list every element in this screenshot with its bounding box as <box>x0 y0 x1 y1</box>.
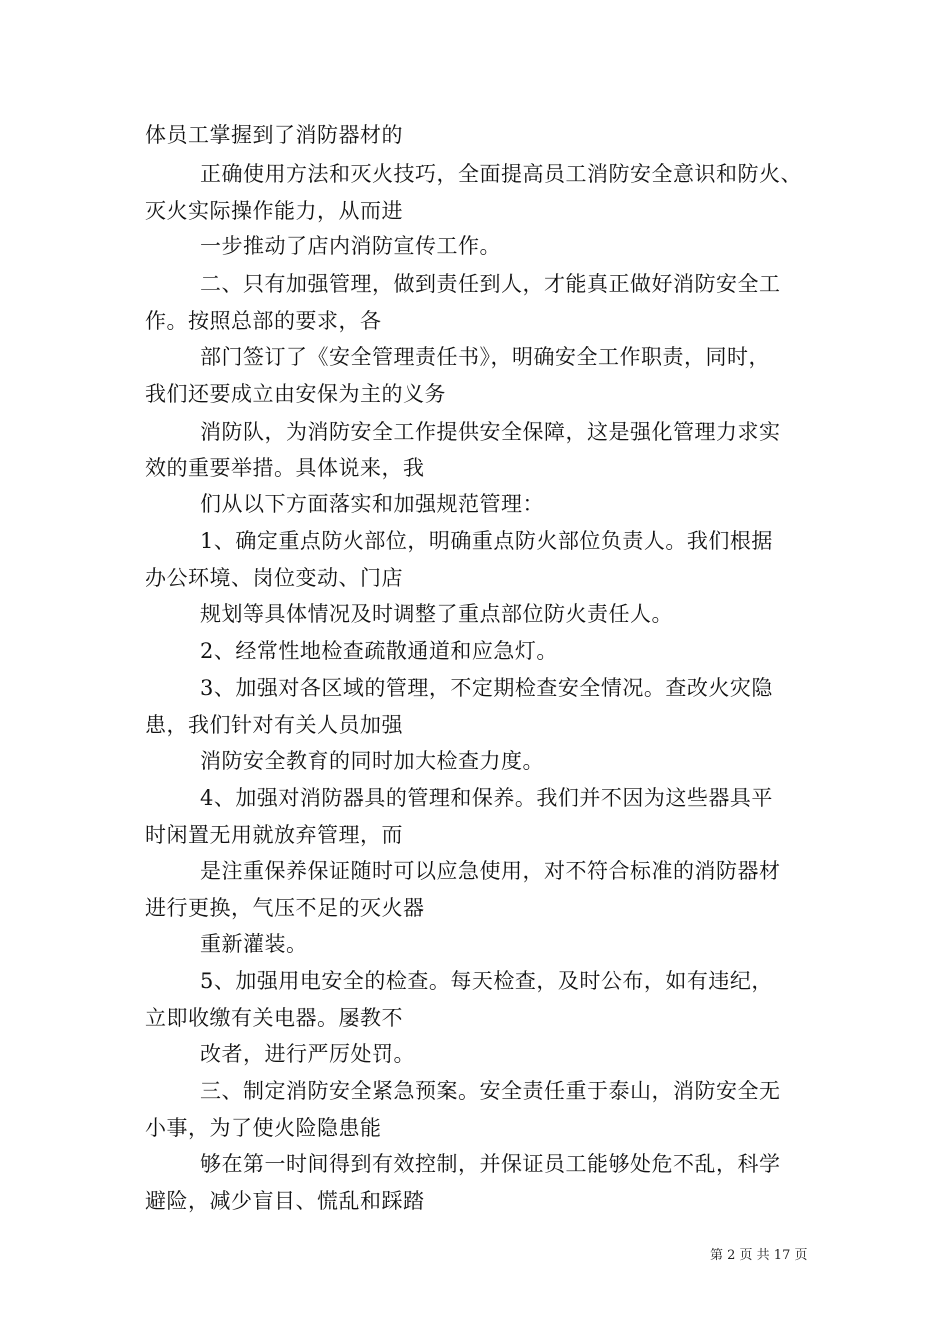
body-line-26: 改者，进行严厉处罚。 <box>200 1042 415 1066</box>
body-line-4: 一步推动了店内消防宣传工作。 <box>200 234 501 258</box>
body-line-17: 患，我们针对有关人员加强 <box>145 713 403 737</box>
body-line-8: 我们还要成立由安保为主的义务 <box>145 382 446 406</box>
body-line-5: 二、只有加强管理，做到责任到人，才能真正做好消防安全工 <box>200 272 781 296</box>
body-line-14: 规划等具体情况及时调整了重点部位防火责任人。 <box>200 602 673 626</box>
body-line-12: 1、确定重点防火部位，明确重点防火部位负责人。我们根据 <box>200 529 773 553</box>
page-number: 第 2 页 共 17 页 <box>710 1248 808 1263</box>
body-line-2: 正确使用方法和灭火技巧，全面提高员工消防安全意识和防火、 <box>200 162 802 186</box>
body-line-11: 们从以下方面落实和加强规范管理： <box>200 492 544 516</box>
body-line-21: 是注重保养保证随时可以应急使用，对不符合标准的消防器材 <box>200 859 781 883</box>
body-line-22: 进行更换，气压不足的灭火器 <box>145 896 425 920</box>
body-line-13: 办公环境、岗位变动、门店 <box>145 566 403 590</box>
body-line-29: 够在第一时间得到有效控制，并保证员工能够处危不乱，科学 <box>200 1152 781 1176</box>
body-line-7: 部门签订了《安全管理责任书》，明确安全工作职责，同时， <box>200 345 770 369</box>
body-line-15: 2、经常性地检查疏散通道和应急灯。 <box>200 639 558 663</box>
body-line-3: 灭火实际操作能力，从而进 <box>145 199 403 223</box>
body-line-19: 4、加强对消防器具的管理和保养。我们并不因为这些器具平 <box>200 786 773 810</box>
body-line-20: 时闲置无用就放弃管理，而 <box>145 823 403 847</box>
body-line-18: 消防安全教育的同时加大检查力度。 <box>200 749 544 773</box>
body-line-6: 作。按照总部的要求，各 <box>145 309 382 333</box>
body-line-27: 三、制定消防安全紧急预案。安全责任重于泰山，消防安全无 <box>200 1079 781 1103</box>
body-line-1: 体员工掌握到了消防器材的 <box>145 123 403 147</box>
body-line-10: 效的重要举措。具体说来，我 <box>145 456 425 480</box>
body-line-25: 立即收缴有关电器。屡教不 <box>145 1006 403 1030</box>
body-line-23: 重新灌装。 <box>200 932 308 956</box>
body-line-16: 3、加强对各区域的管理，不定期检查安全情况。查改火灾隐 <box>200 676 773 700</box>
body-line-28: 小事，为了使火险隐患能 <box>145 1116 382 1140</box>
body-line-9: 消防队，为消防安全工作提供安全保障，这是强化管理力求实 <box>200 420 781 444</box>
body-line-30: 避险，减少盲目、慌乱和踩踏 <box>145 1189 425 1213</box>
body-line-24: 5、加强用电安全的检查。每天检查，及时公布，如有违纪， <box>200 969 773 993</box>
